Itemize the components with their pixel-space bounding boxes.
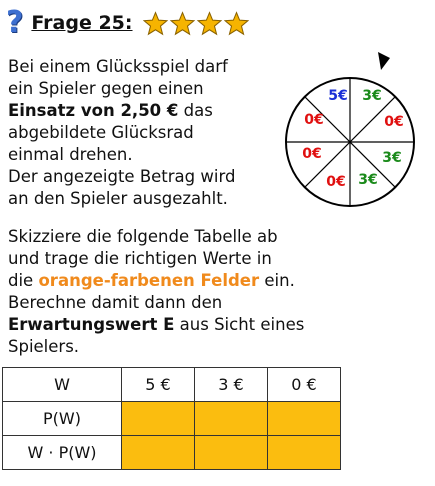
table-header-cell: 5 € (122, 368, 195, 402)
wheel-segment-label: 0€ (326, 174, 346, 190)
wheel-segment-label: 0€ (302, 146, 322, 162)
row-label: P(W) (3, 402, 122, 436)
orange-fields-highlight: orange-farbenen Felder (38, 271, 260, 290)
question-mark-icon: ? (6, 5, 24, 40)
wheel-segment-label: 0€ (304, 112, 324, 128)
difficulty-rating (143, 11, 249, 36)
answer-field[interactable] (195, 436, 268, 470)
stake-amount: Einsatz von 2,50 € (8, 101, 179, 120)
table-row (3, 436, 341, 470)
task-text: Skizziere die folgende Tabelle ab und trage die richtigen Werte in die orange-farbenen Felder ein. Berechne damit dann den Erwartungswert E aus Sicht eines Spielers. (8, 227, 305, 356)
answer-field[interactable] (268, 402, 341, 436)
answer-field[interactable] (268, 436, 341, 470)
table-header-cell: W (3, 368, 122, 402)
answer-field[interactable] (122, 436, 195, 470)
row-label: W · P(W) (3, 436, 122, 470)
question-title: Frage 25: (31, 12, 133, 34)
wheel-pointer-icon (378, 52, 390, 70)
wheel-of-fortune (282, 48, 420, 218)
star-icon (143, 11, 168, 36)
wheel-segment-label: 0€ (384, 114, 404, 130)
wheel-segment-label: 3€ (358, 172, 378, 188)
question-header (6, 6, 249, 40)
answer-field[interactable] (195, 402, 268, 436)
star-icon (224, 11, 249, 36)
table-header-cell: 0 € (268, 368, 341, 402)
intro-text: Bei einem Glücksspiel darf ein Spieler gegen einen Einsatz von 2,50 € das abgebildete Glücksrad einmal drehen. Der angezeigte Betrag wird an den Spieler ausgezahlt. (8, 57, 236, 208)
wheel-segment-label: 5€ (328, 88, 348, 104)
star-icon (170, 11, 195, 36)
table-header-row (3, 368, 341, 402)
wheel-segment-label: 3€ (362, 88, 382, 104)
answer-field[interactable] (122, 402, 195, 436)
star-icon (197, 11, 222, 36)
expected-value-term: Erwartungswert E (8, 315, 175, 334)
probability-table (2, 367, 341, 470)
table-row (3, 402, 341, 436)
wheel-segment-label: 3€ (382, 150, 402, 166)
table-header-cell: 3 € (195, 368, 268, 402)
